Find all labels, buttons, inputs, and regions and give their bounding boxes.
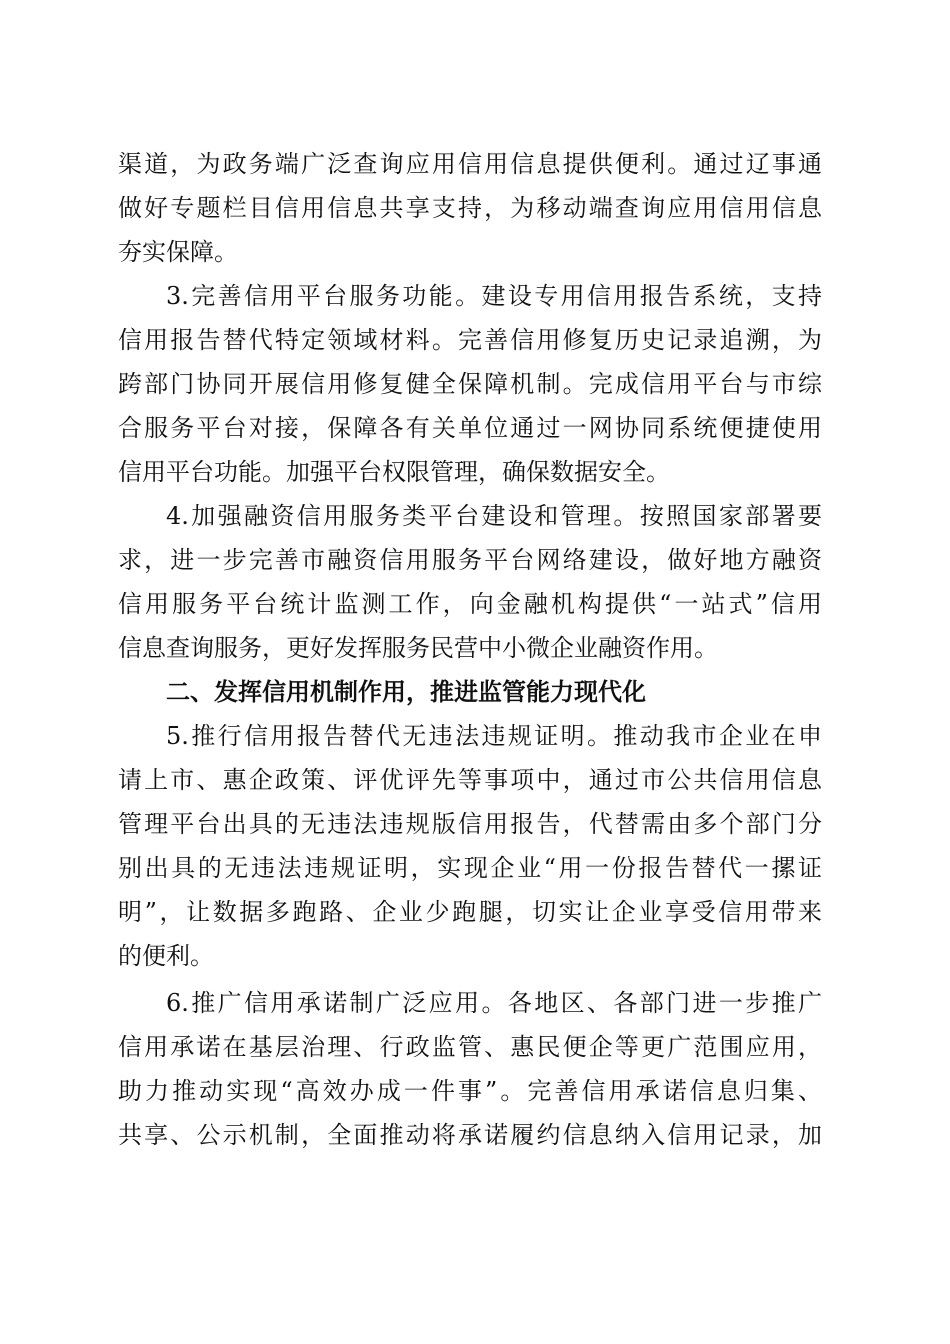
- section-heading: 二、发挥信用机制作用，推进监管能力现代化: [166, 678, 646, 706]
- text-line: 夯实保障。: [118, 238, 238, 266]
- text-line: 助力推动实现“高效办成一件事”。完善信用承诺信息归集、: [118, 1077, 822, 1105]
- paragraph-5-start: 5.推行信用报告替代无违法违规证明。推动我市企业在申: [166, 722, 822, 750]
- text-line: 的便利。: [118, 942, 214, 970]
- text-line: 渠道，为政务端广泛查询应用信用信息提供便利。通过辽事通: [118, 150, 822, 178]
- text-line: 跨部门协同开展信用修复健全保障机制。完成信用平台与市综: [118, 370, 822, 398]
- text-line: 信用报告替代特定领域材料。完善信用修复历史记录追溯，为: [118, 326, 822, 354]
- paragraph-3-start: 3.完善信用平台服务功能。建设专用信用报告系统，支持: [166, 282, 822, 310]
- text-line: 共享、公示机制，全面推动将承诺履约信息纳入信用记录，加: [118, 1121, 822, 1149]
- text-line: 请上市、惠企政策、评优评先等事项中，通过市公共信用信息: [118, 766, 822, 794]
- text-line: 明”，让数据多跑路、企业少跑腿，切实让企业享受信用带来: [118, 898, 822, 926]
- text-line: 信用承诺在基层治理、行政监管、惠民便企等更广范围应用，: [118, 1033, 822, 1061]
- text-line: 信息查询服务，更好发挥服务民营中小微企业融资作用。: [118, 634, 718, 662]
- text-line: 信用平台功能。加强平台权限管理，确保数据安全。: [118, 458, 670, 486]
- text-line: 做好专题栏目信用信息共享支持，为移动端查询应用信用信息: [118, 194, 822, 222]
- paragraph-6-start: 6.推广信用承诺制广泛应用。各地区、各部门进一步推广: [166, 989, 822, 1017]
- text-line: 信用服务平台统计监测工作，向金融机构提供“一站式”信用: [118, 590, 822, 618]
- text-line: 合服务平台对接，保障各有关单位通过一网协同系统便捷使用: [118, 414, 822, 442]
- text-line: 求，进一步完善市融资信用服务平台网络建设，做好地方融资: [118, 546, 822, 574]
- document-body: [118, 142, 822, 1157]
- paragraph-4-start: 4.加强融资信用服务类平台建设和管理。按照国家部署要: [166, 502, 822, 530]
- text-line: 别出具的无违法违规证明，实现企业“用一份报告替代一摞证: [118, 854, 822, 882]
- text-line: 管理平台出具的无违法违规版信用报告，代替需由多个部门分: [118, 810, 822, 838]
